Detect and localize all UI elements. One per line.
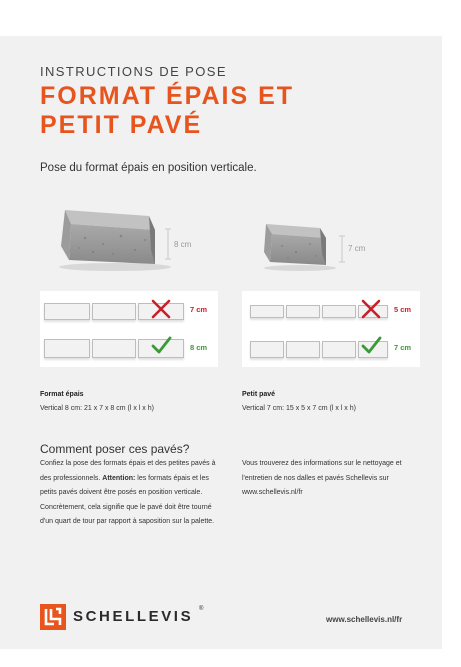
check-icon	[150, 334, 172, 356]
check-icon	[360, 334, 382, 356]
comparison-row-correct	[44, 341, 214, 358]
schellevis-logo-icon	[40, 604, 66, 630]
paver-slab	[92, 303, 136, 320]
small-paver-dimension-line	[339, 235, 345, 263]
instructions-kicker: INSTRUCTIONS DE POSE	[40, 64, 227, 79]
brand-name: SCHELLEVIS	[73, 608, 194, 625]
left-paragraph	[40, 457, 218, 530]
paver-slab	[250, 341, 284, 358]
incorrect-height-label: 7 cm	[190, 305, 208, 314]
left-paragraph-text-2: les formats épais et les petits pavés doivent être posés en position verticale. Concrètement, cela signifie que le pavé doit être tourné d'un quart de tour par rapport à saposition sur la palette.	[40, 474, 215, 525]
cross-icon	[150, 298, 172, 320]
small-paver-image	[260, 220, 340, 272]
document-sheet	[0, 36, 442, 649]
left-paragraph-text-1: Confiez la pose des formats épais et des petites pavés à des professionnels.	[40, 460, 216, 482]
small-paver-dimension: 7 cm	[348, 244, 366, 253]
paver-slab	[92, 339, 136, 358]
small-paver-caption-title: Petit pavé	[242, 391, 276, 398]
thick-paver-image	[55, 204, 175, 272]
paver-slab	[322, 341, 356, 358]
comparison-row-correct	[246, 341, 416, 358]
paver-slab	[250, 305, 284, 318]
website-url: www.schellevis.nl/fr	[326, 615, 403, 624]
registered-mark: ®	[199, 606, 204, 612]
thick-paver-dimension-line	[165, 228, 171, 260]
page-title	[40, 82, 294, 140]
correct-height-label: 7 cm	[394, 343, 412, 352]
small-paver-comparison-panel	[242, 291, 420, 367]
comparison-row-incorrect	[246, 303, 416, 320]
cross-icon	[360, 298, 382, 320]
intro-text: Pose du format épais en position verticale.	[40, 162, 257, 174]
thick-paver-caption-text: Vertical 8 cm: 21 x 7 x 8 cm (l x l x h)	[40, 405, 154, 412]
paver-slab	[286, 305, 320, 318]
thick-paver-comparison-panel	[40, 291, 218, 367]
paver-slab	[44, 303, 90, 320]
thick-paver-caption-title: Format épais	[40, 391, 84, 398]
thick-paver-dimension: 8 cm	[174, 240, 192, 249]
paver-slab	[322, 305, 356, 318]
incorrect-height-label: 5 cm	[394, 305, 412, 314]
attention-label: Attention:	[102, 474, 136, 482]
title-line-2: PETIT PAVÉ	[40, 111, 203, 139]
right-paragraph: Vous trouverez des informations sur le nettoyage et l'entretien de nos dalles et pavés Schellevis sur www.schellevis.nl/fr	[242, 460, 402, 496]
paver-slab	[44, 339, 90, 358]
small-paver-caption-text: Vertical 7 cm: 15 x 5 x 7 cm (l x l x h)	[242, 405, 356, 412]
comparison-row-incorrect	[44, 303, 214, 320]
paver-slab	[286, 341, 320, 358]
title-line-1: FORMAT ÉPAIS ET	[40, 82, 295, 110]
correct-height-label: 8 cm	[190, 343, 208, 352]
section-heading: Comment poser ces pavés?	[40, 442, 190, 456]
